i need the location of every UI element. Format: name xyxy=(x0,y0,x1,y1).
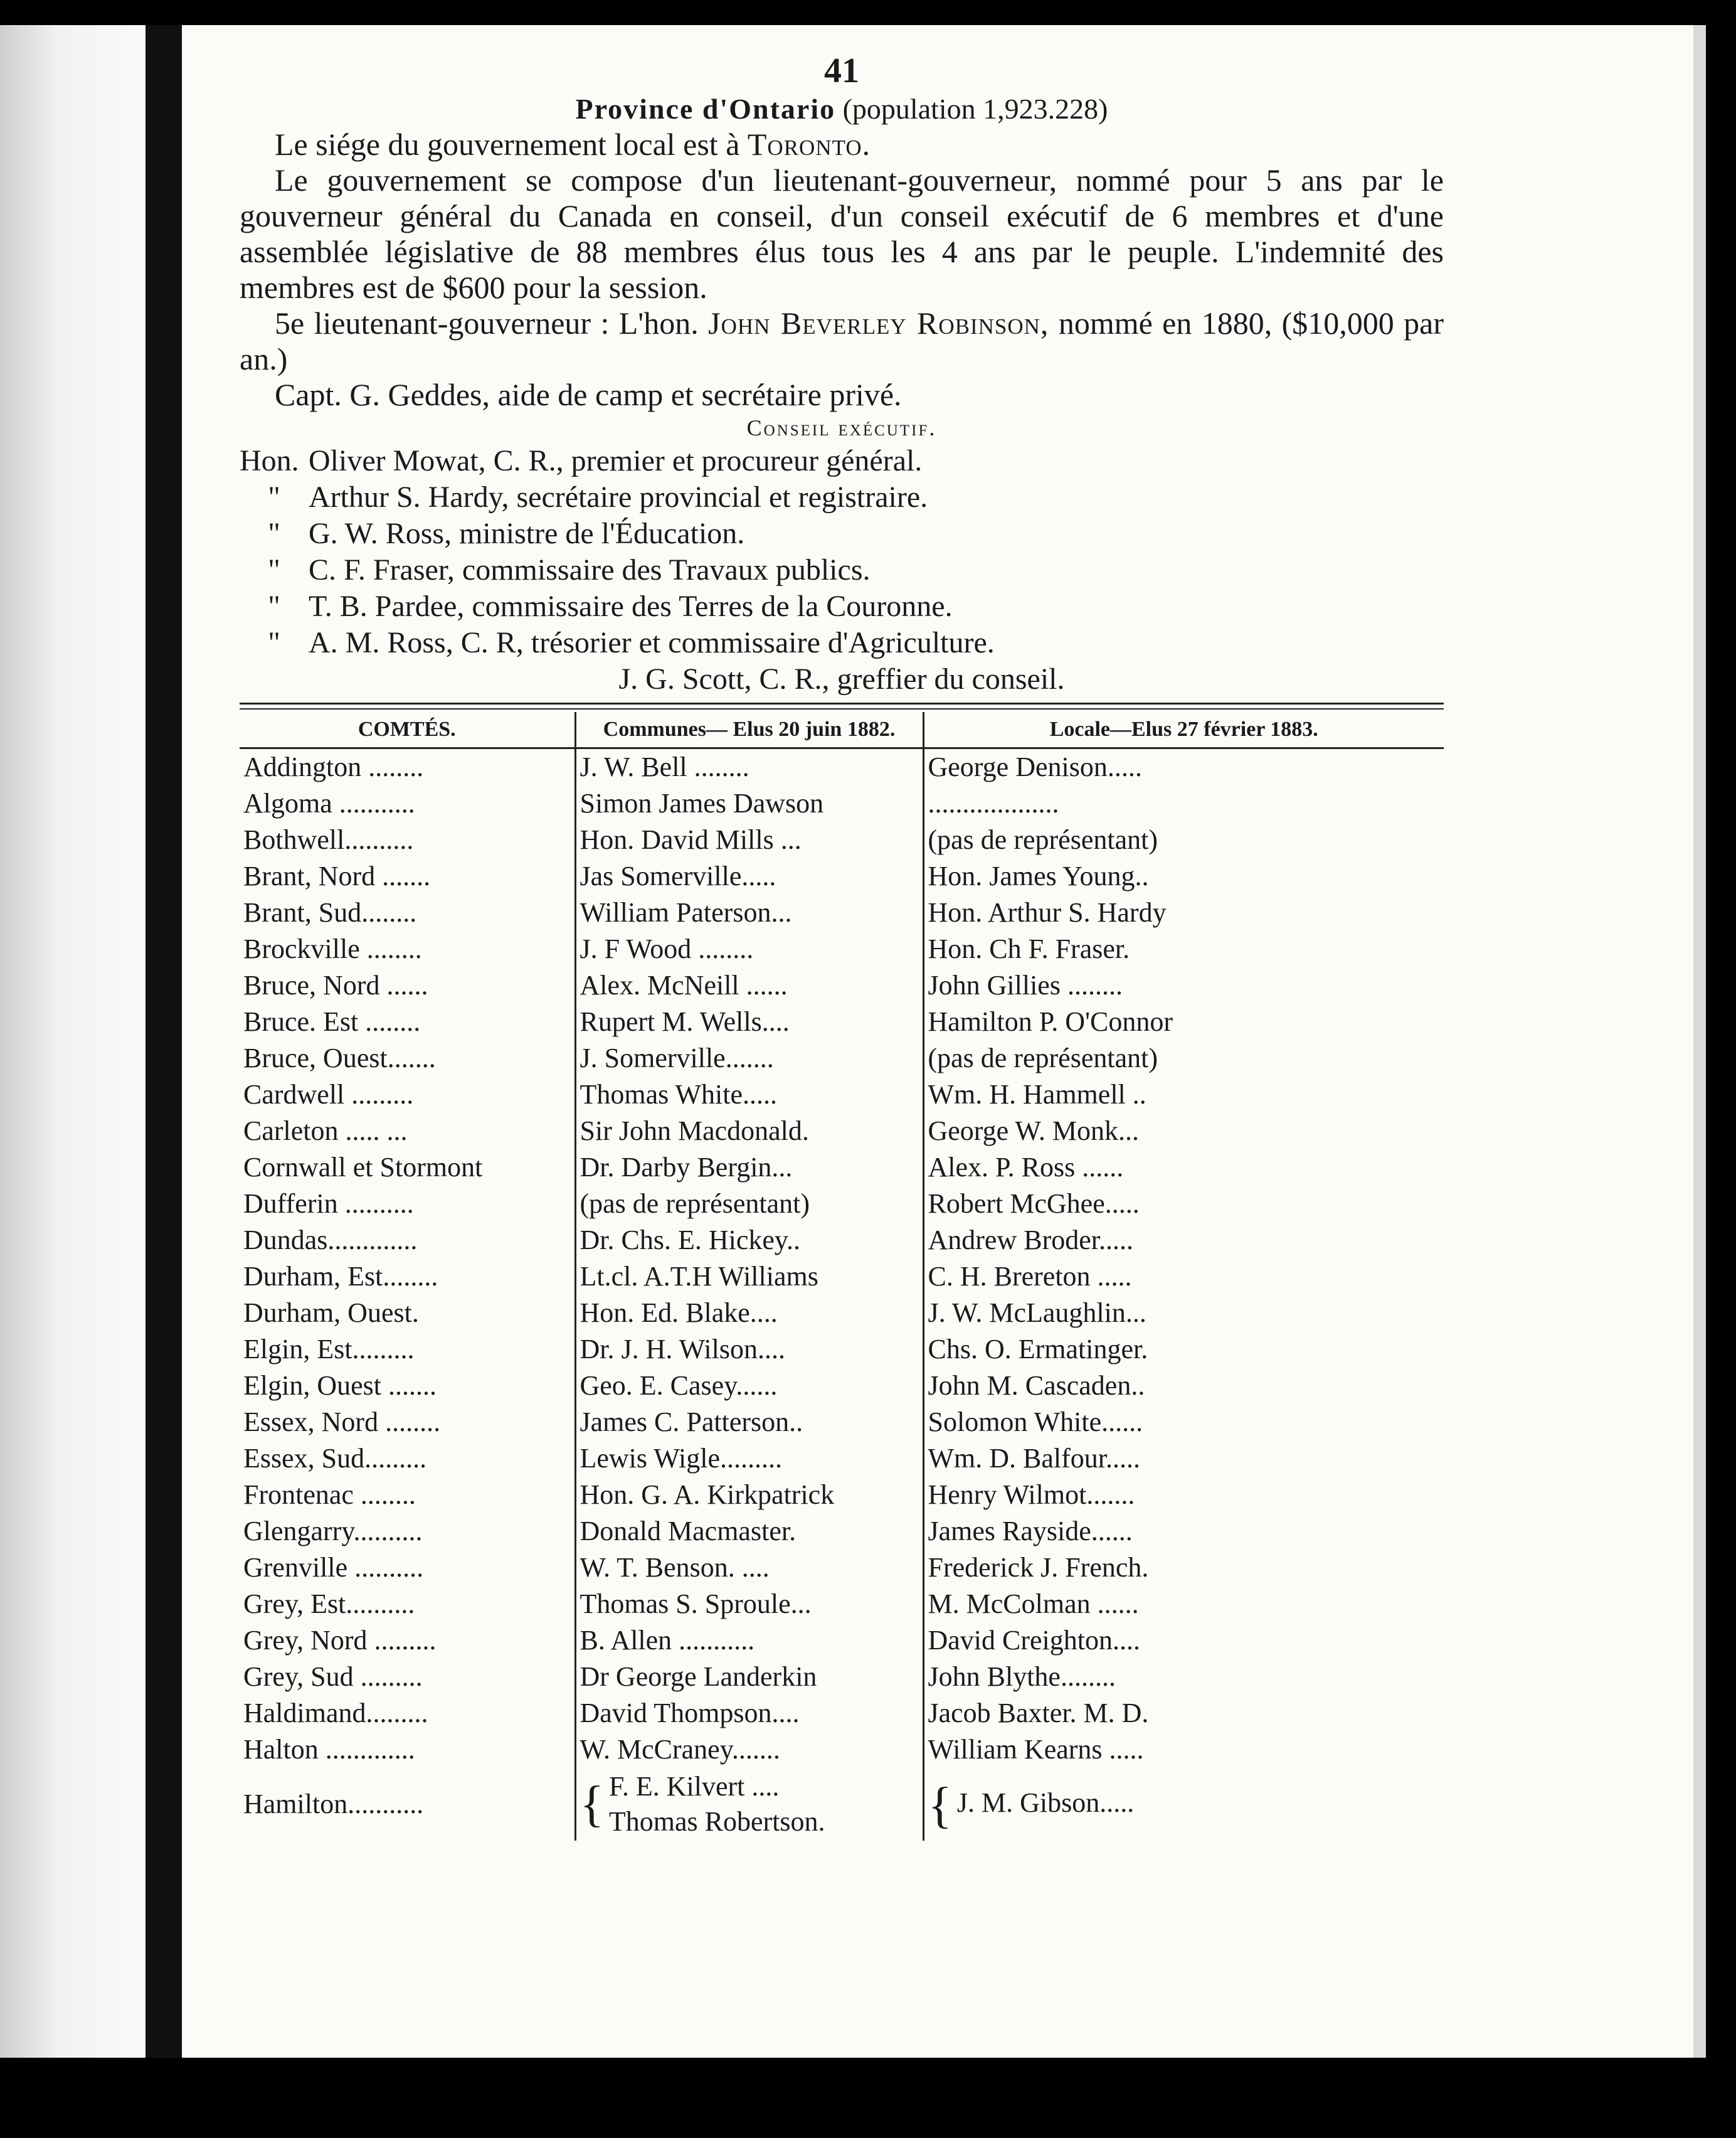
local-member-cell: John M. Cascaden.. xyxy=(923,1368,1444,1404)
council-member: " A. M. Ross, C. R, trésorier et commissaire d'Agriculture. xyxy=(268,626,995,659)
council-member: " T. B. Pardee, commissaire des Terres de la Couronne. xyxy=(268,590,953,623)
local-member-cell: Hon. Arthur S. Hardy xyxy=(923,895,1444,931)
lieutenant-prefix: 5e lieutenant-gouverneur : L'hon. xyxy=(275,306,699,341)
county-cell: Halton ............. xyxy=(243,1734,415,1765)
commons-member-cell: Lewis Wigle......... xyxy=(575,1440,923,1477)
county-cell: Glengarry.......... xyxy=(243,1516,423,1546)
seat-text: Le siége du gouvernement local est à xyxy=(275,127,740,162)
commons-member-cell: Geo. E. Casey...... xyxy=(575,1368,923,1404)
local-member-cell: Hamilton P. O'Connor xyxy=(923,1004,1444,1040)
table-row xyxy=(240,1258,1444,1295)
council-member: Hon. Oliver Mowat, C. R., premier et procureur général. xyxy=(240,444,923,477)
table-row xyxy=(240,1731,1444,1768)
table-row xyxy=(240,1186,1444,1222)
table-row xyxy=(240,1368,1444,1404)
commons-member-cell: W. McCraney....... xyxy=(575,1731,923,1768)
local-member-cell: William Kearns ..... xyxy=(923,1731,1444,1768)
brace-glyph: { xyxy=(580,1777,604,1832)
member-list xyxy=(609,1769,825,1839)
table-row xyxy=(240,895,1444,931)
county-cell: Essex, Sud......... xyxy=(243,1443,427,1474)
county-cell: Essex, Nord ........ xyxy=(243,1407,441,1437)
local-member-cell: J. W. McLaughlin... xyxy=(923,1295,1444,1331)
county-cell: Dufferin .......... xyxy=(243,1188,414,1219)
local-member-cell: Frederick J. French. xyxy=(923,1550,1444,1586)
local-member-cell: C. H. Brereton ..... xyxy=(923,1258,1444,1295)
table-body xyxy=(240,748,1444,1841)
county-cell: Brant, Sud........ xyxy=(243,897,417,928)
commons-member-cell: Alex. McNeill ...... xyxy=(575,967,923,1004)
commons-member-cell: Dr. J. H. Wilson.... xyxy=(575,1331,923,1368)
county-cell: Elgin, Ouest ....... xyxy=(243,1370,437,1401)
commons-member-cell: J. F Wood ........ xyxy=(575,931,923,967)
local-member-cell: Robert McGhee..... xyxy=(923,1186,1444,1222)
county-cell: Frontenac ........ xyxy=(243,1479,416,1510)
local-member-cell: Wm. H. Hammell .. xyxy=(923,1077,1444,1113)
county-cell: Grey, Nord ......... xyxy=(243,1625,437,1656)
local-member-cell: Solomon White...... xyxy=(923,1404,1444,1440)
commons-member-cell xyxy=(575,1768,923,1841)
county-cell: Cardwell ......... xyxy=(243,1079,414,1110)
table-row xyxy=(240,858,1444,895)
county-cell: Brant, Nord ....... xyxy=(243,861,431,891)
commons-member-cell: (pas de représentant) xyxy=(575,1186,923,1222)
county-cell: Brockville ........ xyxy=(243,933,422,964)
county-cell: Grey, Est.......... xyxy=(243,1588,415,1619)
brace-glyph: { xyxy=(928,1777,952,1833)
table-row xyxy=(240,1659,1444,1695)
commons-member-cell: Dr. Darby Bergin... xyxy=(575,1149,923,1186)
local-member-cell: M. McColman ...... xyxy=(923,1586,1444,1622)
county-cell: Bothwell.......... xyxy=(243,824,414,855)
local-member-cell: Alex. P. Ross ...... xyxy=(923,1149,1444,1186)
county-cell: Bruce, Ouest....... xyxy=(243,1043,436,1073)
table-row xyxy=(240,785,1444,822)
table-row xyxy=(240,1695,1444,1731)
aide-de-camp: Capt. G. Geddes, aide de camp et secrétaire privé. xyxy=(275,377,902,412)
province-heading xyxy=(240,92,1444,127)
local-member-cell: Andrew Broder..... xyxy=(923,1222,1444,1258)
local-member-cell: Chs. O. Ermatinger. xyxy=(923,1331,1444,1368)
table-row xyxy=(240,1477,1444,1513)
county-cell: Elgin, Est......... xyxy=(243,1334,415,1364)
commons-member-cell: James C. Patterson.. xyxy=(575,1404,923,1440)
local-member-cell: Jacob Baxter. M. D. xyxy=(923,1695,1444,1731)
local-member-cell: James Rayside...... xyxy=(923,1513,1444,1550)
table-header-row xyxy=(240,712,1444,748)
county-cell: Grey, Sud ......... xyxy=(243,1661,423,1692)
local-member-cell: John Blythe........ xyxy=(923,1659,1444,1695)
commons-member-cell: Sir John Macdonald. xyxy=(575,1113,923,1149)
local-member-cell: Hon. Ch F. Fraser. xyxy=(923,931,1444,967)
table-row xyxy=(240,1331,1444,1368)
local-member-cell: George Denison..... xyxy=(923,748,1444,786)
table-row xyxy=(240,1113,1444,1149)
local-member-cell: John Gillies ........ xyxy=(923,967,1444,1004)
government-paragraph: Le gouvernement se compose d'un lieutenant-gouverneur, nommé pour 5 ans par le gouverneur général du Canada en conseil, d'un conseil exécutif de 6 membres et d'une assemblée législative de 88 membres élus tous les 4 ans par le peuple. L'indemnité des membres est de $600 pour la session. xyxy=(240,162,1444,305)
county-cell: Hamilton........... xyxy=(243,1789,424,1819)
page-content xyxy=(240,50,1444,1841)
page-edge xyxy=(1693,25,1706,2058)
commons-member-cell: Hon. Ed. Blake.... xyxy=(575,1295,923,1331)
county-cell: Bruce. Est ........ xyxy=(243,1006,421,1037)
seat-of-government xyxy=(240,127,1444,162)
local-member-cell: David Creighton.... xyxy=(923,1622,1444,1659)
table-row xyxy=(240,1513,1444,1550)
seat-city: Toronto. xyxy=(747,127,871,162)
table-row xyxy=(240,931,1444,967)
double-rule-divider xyxy=(240,703,1444,710)
commons-member-cell: Simon James Dawson xyxy=(575,785,923,822)
county-cell: Bruce, Nord ...... xyxy=(243,970,428,1001)
county-cell: Durham, Ouest. xyxy=(243,1297,419,1328)
table-row xyxy=(240,1768,1444,1841)
table-row xyxy=(240,1295,1444,1331)
county-cell: Dundas............. xyxy=(243,1225,418,1255)
population-note: (population 1,923.228) xyxy=(842,93,1108,125)
table-row xyxy=(240,1040,1444,1077)
lieutenant-governor xyxy=(240,306,1444,377)
table-row xyxy=(240,1222,1444,1258)
commons-member-cell: Donald Macmaster. xyxy=(575,1513,923,1550)
local-member-cell: Hon. James Young.. xyxy=(923,858,1444,895)
local-member-cell: George W. Monk... xyxy=(923,1113,1444,1149)
header-commons: Communes— Elus 20 juin 1882. xyxy=(575,712,923,748)
member-name: F. E. Kilvert .... xyxy=(608,1771,780,1802)
book-gutter xyxy=(146,25,182,2058)
council-list xyxy=(240,443,1444,661)
commons-member-cell: Thomas White..... xyxy=(575,1077,923,1113)
commons-member-cell: William Paterson... xyxy=(575,895,923,931)
table-row xyxy=(240,1004,1444,1040)
commons-member-cell: Rupert M. Wells.... xyxy=(575,1004,923,1040)
commons-member-cell: B. Allen ........... xyxy=(575,1622,923,1659)
county-cell: Haldimand......... xyxy=(243,1698,428,1728)
table-row xyxy=(240,1586,1444,1622)
commons-member-cell: Hon. David Mills ... xyxy=(575,822,923,858)
commons-member-cell: Dr. Chs. E. Hickey.. xyxy=(575,1222,923,1258)
commons-member-cell: Hon. G. A. Kirkpatrick xyxy=(575,1477,923,1513)
county-cell: Carleton ..... ... xyxy=(243,1115,408,1146)
county-cell: Grenville .......... xyxy=(243,1552,424,1583)
commons-member-cell: J. Somerville....... xyxy=(575,1040,923,1077)
commons-member-cell: David Thompson.... xyxy=(575,1695,923,1731)
council-member: " C. F. Fraser, commissaire des Travaux publics. xyxy=(268,553,871,587)
commons-member-cell: Thomas S. Sproule... xyxy=(575,1586,923,1622)
commons-member-cell: Dr George Landerkin xyxy=(575,1659,923,1695)
local-member-cell: (pas de représentant) xyxy=(923,822,1444,858)
member-name: Thomas Robertson. xyxy=(608,1806,825,1837)
local-member-cell: Henry Wilmot....... xyxy=(923,1477,1444,1513)
previous-page-edge xyxy=(0,25,146,2058)
table-row xyxy=(240,967,1444,1004)
counties-table xyxy=(240,712,1444,1841)
table-row xyxy=(240,822,1444,858)
lieutenant-suffix: nommé en 1880, ($10,000 par an.) xyxy=(240,306,1444,376)
table-row xyxy=(240,1149,1444,1186)
province-title: Province d'Ontario xyxy=(575,93,836,125)
council-clerk: J. G. Scott, C. R., greffier du conseil. xyxy=(618,662,1065,696)
lieutenant-name: John Beverley Robinson, xyxy=(708,306,1049,341)
member-name: J. M. Gibson..... xyxy=(956,1787,1135,1819)
table-row xyxy=(240,1622,1444,1659)
county-cell: Durham, Est........ xyxy=(243,1261,438,1292)
commons-member-cell: Jas Somerville..... xyxy=(575,858,923,895)
header-local: Locale—Elus 27 février 1883. xyxy=(923,712,1444,748)
table-row xyxy=(240,1404,1444,1440)
table-row xyxy=(240,1550,1444,1586)
local-member-cell: ................... xyxy=(923,785,1444,822)
table-row xyxy=(240,748,1444,786)
header-counties: COMTÉS. xyxy=(240,712,575,748)
council-member: " Arthur S. Hardy, secrétaire provincial et registraire. xyxy=(268,481,928,514)
page-number: 41 xyxy=(824,51,859,90)
commons-member-cell: J. W. Bell ........ xyxy=(575,748,923,786)
executive-council-title: Conseil exécutif. xyxy=(746,415,937,440)
county-cell: Algoma ........... xyxy=(243,788,415,819)
local-member-cell xyxy=(923,1768,1444,1841)
table-row xyxy=(240,1077,1444,1113)
county-cell: Addington ........ xyxy=(243,752,424,782)
county-cell: Cornwall et Stormont xyxy=(243,1152,483,1183)
commons-member-cell: Lt.cl. A.T.H Williams xyxy=(575,1258,923,1295)
local-member-cell: Wm. D. Balfour..... xyxy=(923,1440,1444,1477)
council-member: " G. W. Ross, ministre de l'Éducation. xyxy=(268,517,745,550)
local-member-cell: (pas de représentant) xyxy=(923,1040,1444,1077)
commons-member-cell: W. T. Benson. .... xyxy=(575,1550,923,1586)
table-row xyxy=(240,1440,1444,1477)
